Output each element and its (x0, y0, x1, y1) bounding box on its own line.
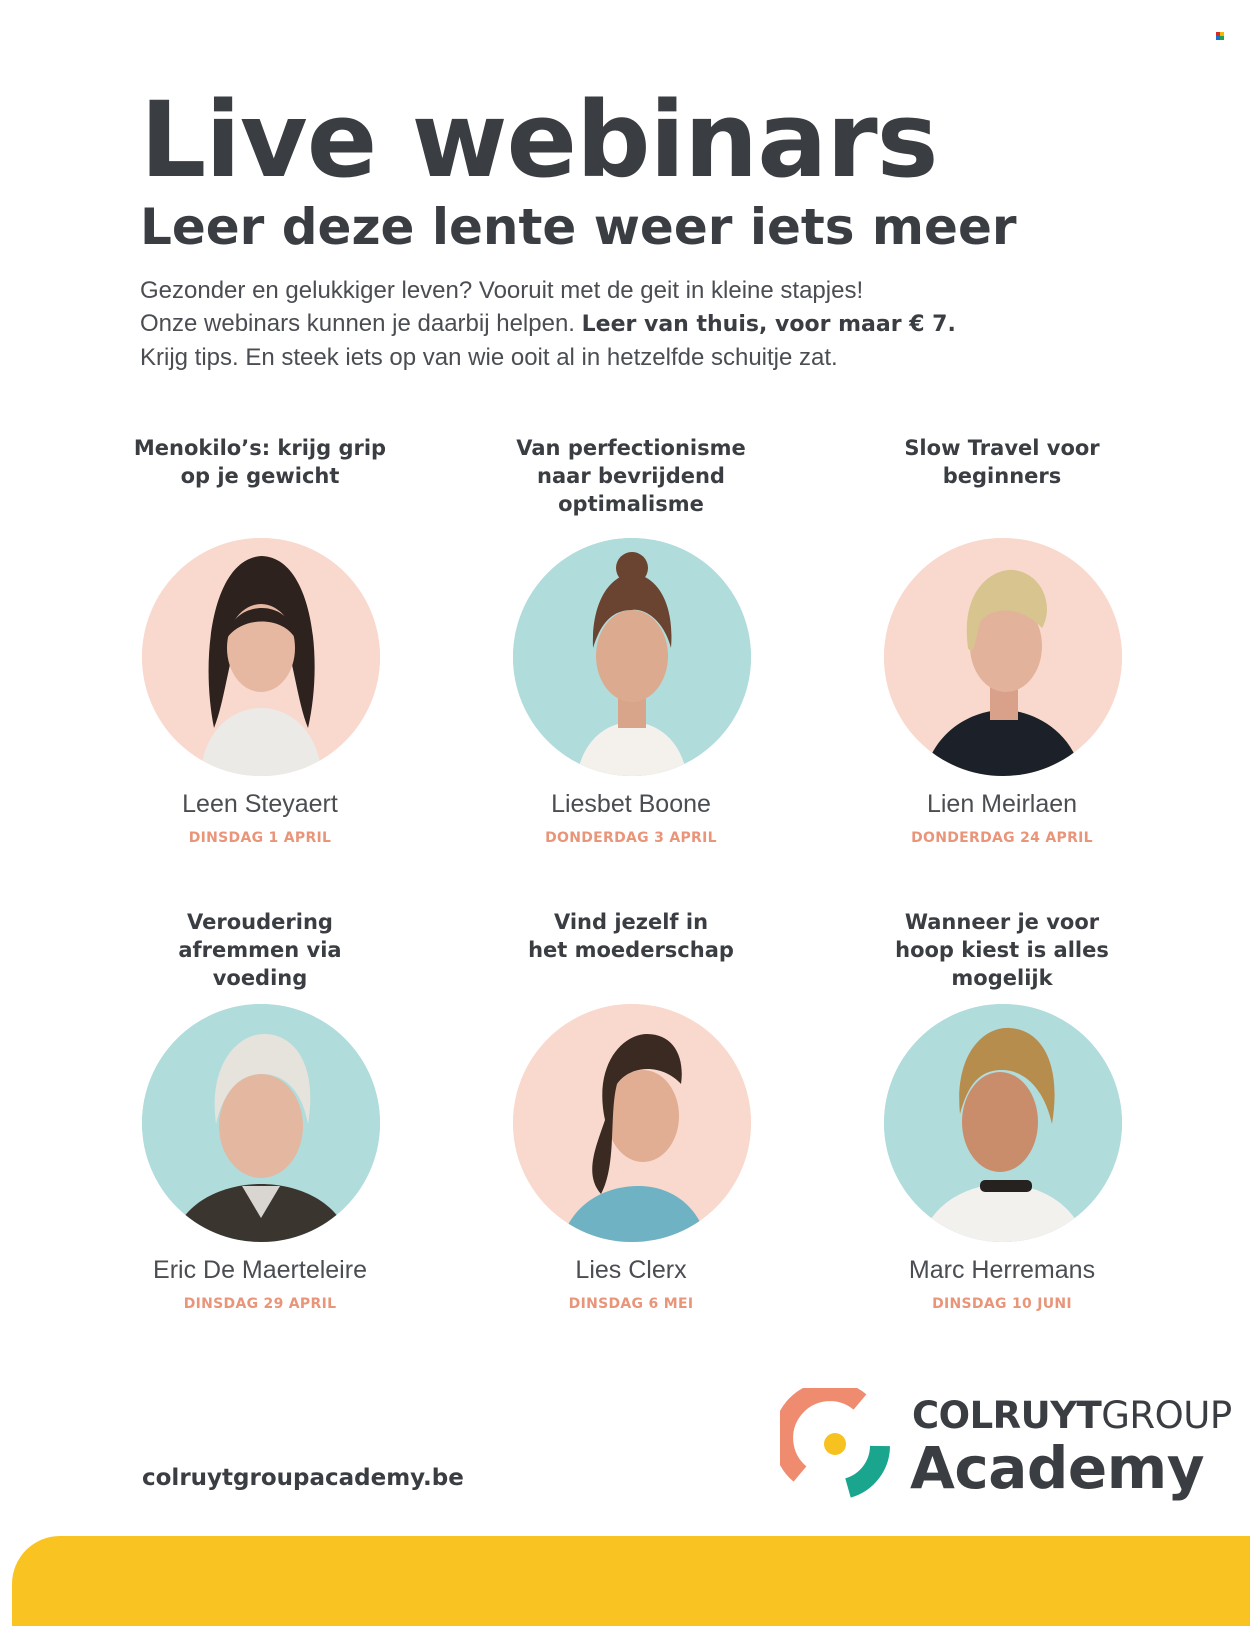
webinar-date: DONDERDAG 24 APRIL (911, 830, 1093, 846)
webinar-date: DINSDAG 29 APRIL (183, 1296, 337, 1312)
footer-band (12, 1536, 1250, 1626)
page-title: Live webinars (140, 79, 938, 201)
logo-mark-icon (780, 1388, 890, 1498)
intro-line-2-regular: Onze webinars kunnen je daarbij helpen. (140, 310, 582, 337)
speaker-portrait (884, 1004, 1122, 1242)
webinar-topic: Menokilo’s: krijg grip op je gewicht (133, 436, 387, 488)
webinar-topic: Wanneer je voor hoop kiest is alles mogelijk (895, 910, 1109, 990)
intro-line-1: Gezonder en gelukkiger leven? Vooruit met de geit in kleine stapjes! (140, 277, 864, 304)
intro-text (140, 274, 1140, 374)
webinar-topic: Veroudering afremmen via voeding (178, 910, 342, 990)
webinar-topic: Slow Travel voor beginners (904, 436, 1100, 488)
speaker-portrait (513, 538, 751, 776)
colruyt-group-academy-logo (780, 1388, 1232, 1508)
intro-line-2 (140, 307, 1140, 341)
speaker-photo-icon (884, 1004, 1122, 1242)
speaker-photo-icon (142, 538, 380, 776)
webinar-date: DINSDAG 1 APRIL (188, 830, 332, 846)
corner-color-mark (1216, 32, 1224, 40)
brand-academy: Academy (910, 1434, 1205, 1502)
website-link[interactable]: colruytgroupacademy.be (142, 1465, 464, 1491)
webinar-date: DINSDAG 6 MEI (568, 1296, 694, 1312)
speaker-photo-icon (513, 1004, 751, 1242)
speaker-name: Lien Meirlaen (926, 790, 1078, 818)
speaker-name: Leen Steyaert (182, 790, 338, 818)
speaker-portrait (884, 538, 1122, 776)
speaker-name: Marc Herremans (908, 1256, 1096, 1284)
speaker-name: Eric De Maerteleire (153, 1256, 367, 1284)
intro-line-3: Krijg tips. En steek iets op van wie ooit al in hetzelfde schuitje zat. (140, 344, 838, 371)
speaker-photo-icon (513, 538, 751, 776)
brand-name-light: GROUP (1101, 1394, 1232, 1437)
speaker-name: Lies Clerx (575, 1256, 687, 1284)
speaker-portrait (142, 1004, 380, 1242)
speaker-photo-icon (884, 538, 1122, 776)
intro-line-2-bold: Leer van thuis, voor maar € 7. (581, 312, 956, 337)
speaker-photo-icon (142, 1004, 380, 1242)
webinar-topic: Vind jezelf in het moederschap (528, 910, 734, 962)
speaker-portrait (513, 1004, 751, 1242)
webinar-date: DONDERDAG 3 APRIL (545, 830, 717, 846)
speaker-name: Liesbet Boone (551, 790, 711, 818)
webinar-topic: Van perfectionisme naar bevrijdend optimalisme (516, 436, 746, 516)
page-subtitle: Leer deze lente weer iets meer (140, 198, 1017, 256)
brand-name (912, 1394, 1232, 1437)
speaker-portrait (142, 538, 380, 776)
brand-name-bold: COLRUYT (912, 1394, 1102, 1437)
webinar-date: DINSDAG 10 JUNI (932, 1296, 1072, 1312)
